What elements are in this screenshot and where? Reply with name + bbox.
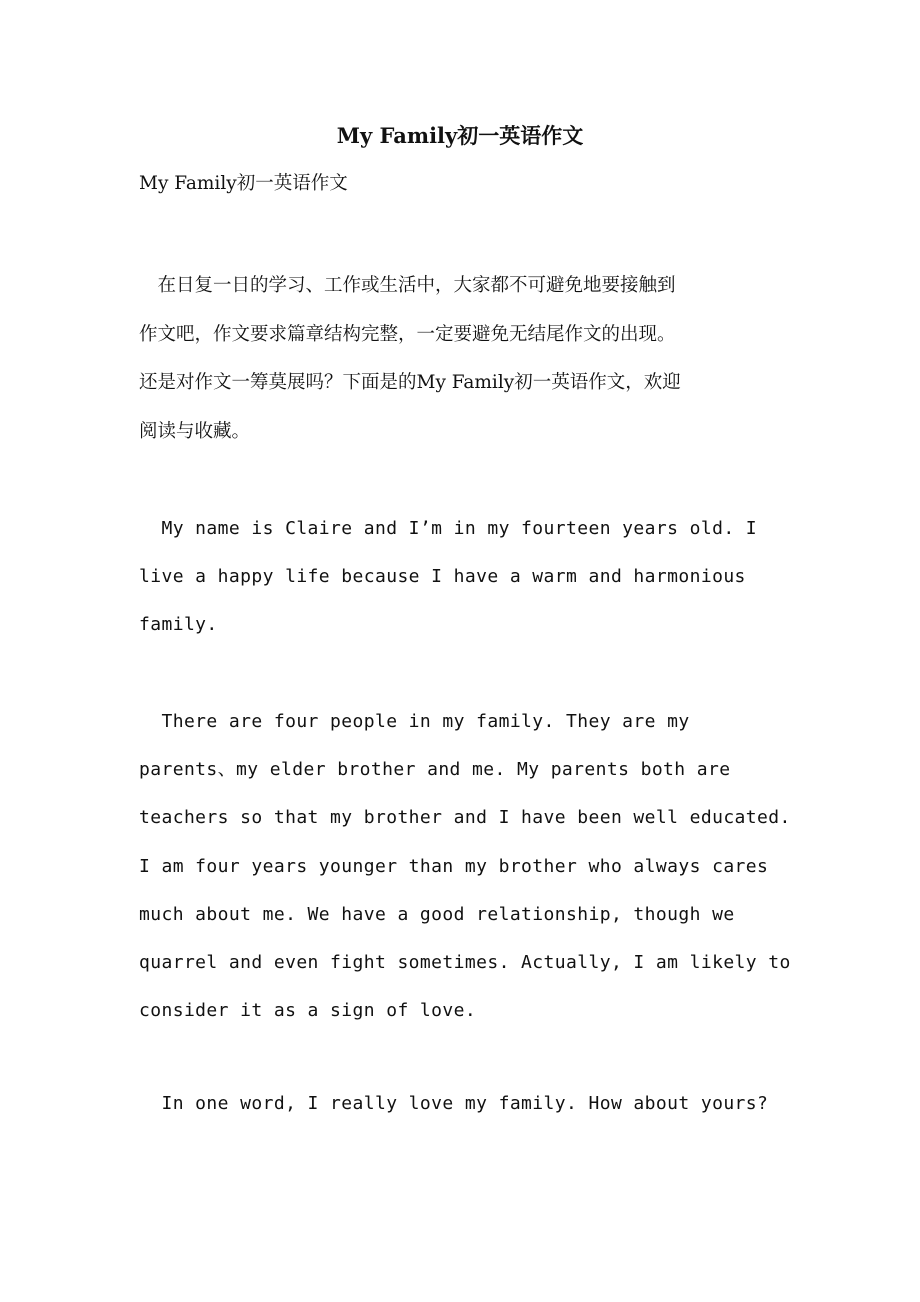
- intro-line: 还是对作文一筹莫展吗？下面是的My Family初一英语作文，欢迎: [139, 372, 681, 393]
- essay-line: There are four people in my family. They are my: [139, 711, 690, 732]
- document-subtitle: My Family初一英语作文: [139, 173, 348, 194]
- essay-line: quarrel and even fight sometimes. Actually, I am likely to: [139, 952, 791, 974]
- essay-line: In one word, I really love my family. How about yours?: [139, 1093, 769, 1114]
- document-title: My Family初一英语作文: [336, 123, 584, 148]
- essay-line: family.: [139, 614, 218, 635]
- intro-paragraph: [139, 262, 789, 456]
- intro-line: 作文吧，作文要求篇章结构完整，一定要避免无结尾作文的出现。: [139, 323, 676, 345]
- essay-paragraph-3: [139, 1084, 789, 1124]
- essay-line: live a happy life because I have a warm and harmonious: [139, 566, 746, 587]
- essay-line: consider it as a sign of love.: [139, 1000, 477, 1022]
- essay-line: much about me. We have a good relationship, though we: [139, 903, 735, 925]
- essay-line: teachers so that my brother and I have been well educated.: [139, 807, 791, 829]
- essay-line: I am four years younger than my brother who always cares: [139, 855, 769, 877]
- intro-line: 在日复一日的学习、工作或生活中，大家都不可避免地要接触到: [139, 275, 676, 296]
- essay-paragraph-1: [139, 505, 789, 649]
- intro-line: 阅读与收藏。: [139, 420, 251, 442]
- essay-line: parents、my elder brother and me. My parents both are: [139, 759, 731, 781]
- essay-paragraph-2: [139, 698, 789, 1035]
- essay-line: My name is Claire and I’m in my fourteen years old. I: [139, 518, 758, 539]
